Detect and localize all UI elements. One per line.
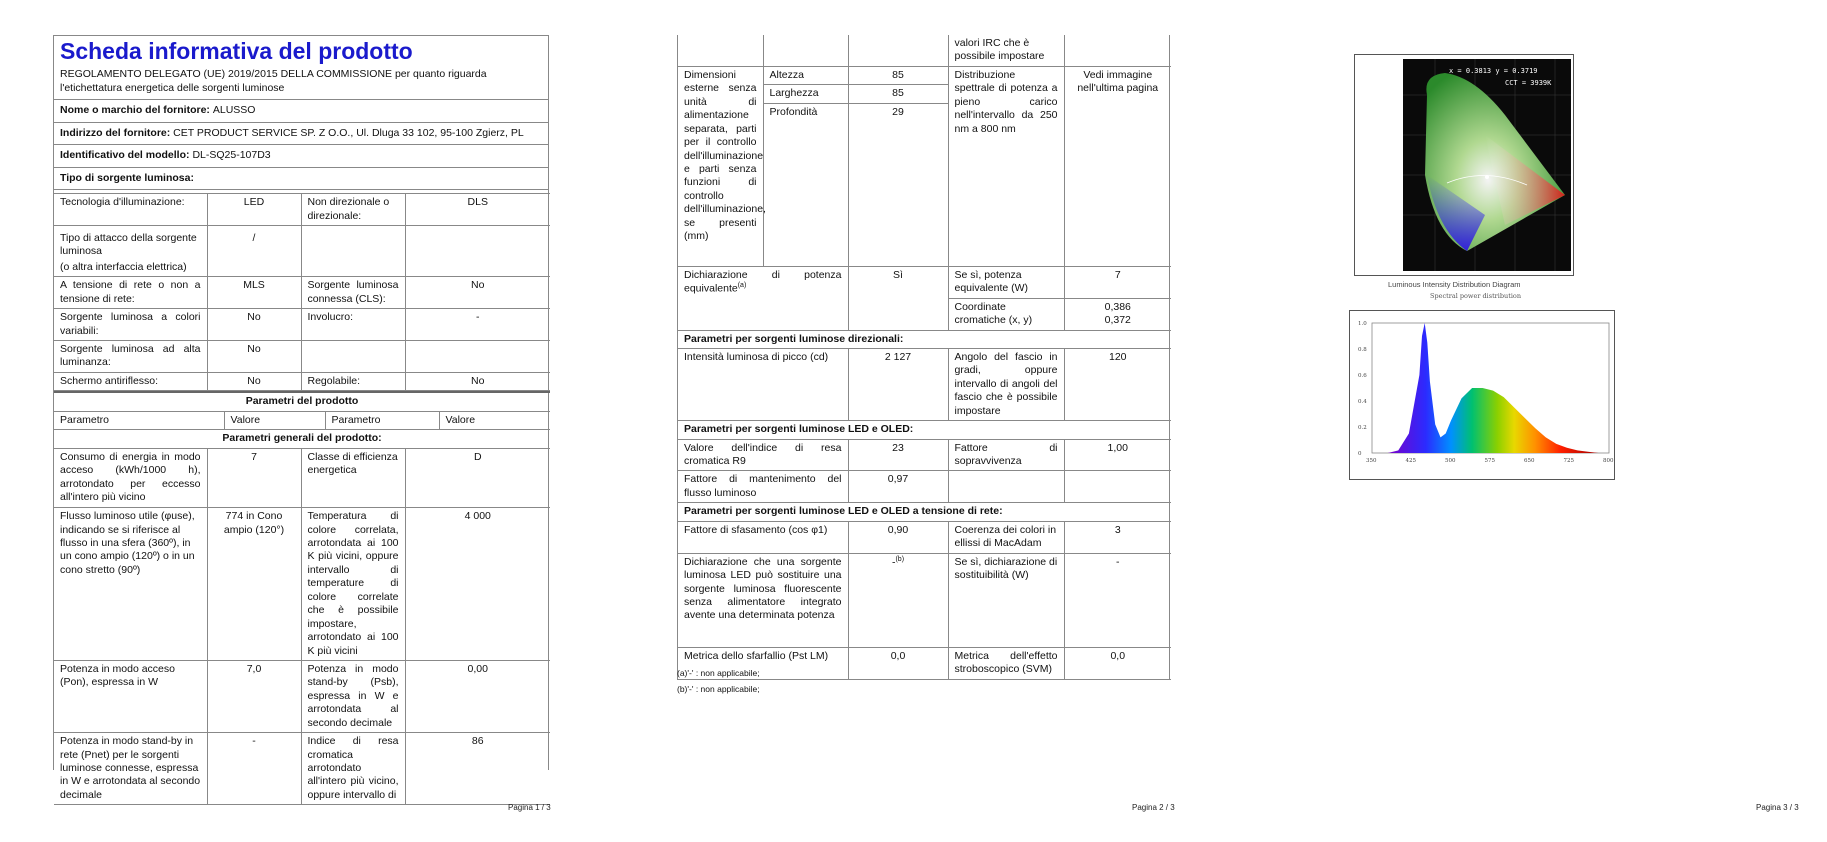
spd-y-tick: 0.4 (1358, 399, 1367, 405)
table-row (678, 439, 1171, 471)
peak-value: 2 127 (848, 348, 948, 420)
spd-label: Distribuzione spettrale di potenza a pieno carico nell'intervallo da 250 nm a 800 nm (948, 66, 1064, 266)
table-row (678, 266, 1171, 298)
spd-x-tick: 425 (1405, 458, 1416, 464)
class-label: Classe di efficienza energetica (301, 449, 405, 508)
height-value: 85 (848, 66, 948, 84)
supplier-address: CET PRODUCT SERVICE SP. Z O.O., Ul. Dluga 33 102, 95-100 Zgierz, PL (173, 126, 524, 139)
envelope-label: Involucro: (301, 309, 405, 341)
empty-cell (763, 35, 848, 66)
table-row (54, 372, 550, 390)
cie-diagram (1355, 55, 1573, 275)
table-row (54, 309, 550, 341)
supplier-address-label: Indirizzo del fornitore: (60, 126, 171, 139)
pnet-value: - (207, 733, 301, 805)
depth-label: Profondità (763, 103, 848, 266)
table-row (54, 194, 550, 226)
table-row (54, 508, 550, 661)
header-row (54, 411, 550, 429)
cls-value: No (405, 277, 550, 309)
maintenance-label: Fattore di mantenimento del flusso luminoso (678, 471, 848, 503)
pon-label: Potenza in modo acceso (Pon), espressa in W (54, 660, 207, 732)
page-number: Pagina 1 / 3 (508, 803, 551, 812)
cri-label: Indice di resa cromatica arrotondato all'intero più vicino, oppure intervallo di (301, 733, 405, 805)
glare-label: Schermo antiriflesso: (54, 372, 207, 390)
equiv-label-cell (678, 266, 848, 330)
dims-label: Dimensioni esterne senza unità di alimentazione separata, parti per il controllo dell'illuminazione e parti senza funzioni di controllo dell'illuminazione, se presenti (mm) (678, 66, 763, 266)
chroma-values (1064, 298, 1171, 330)
col-param-2: Parametro (325, 411, 439, 429)
width-value: 85 (848, 85, 948, 103)
spd-x-tick: 350 (1366, 458, 1377, 464)
peak-label: Intensità luminosa di picco (cd) (678, 348, 848, 420)
beam-value: 120 (1064, 348, 1171, 420)
macadam-value: 3 (1064, 521, 1171, 553)
table-row (678, 66, 1171, 84)
cct-label: Temperatura di colore correlata, arrotondata ai 100 K più vicini, oppure intervallo di temperature di colore correlate che è possibile impostare, arrotondato ai 100 K più vicini (301, 508, 405, 661)
nondir-value: DLS (405, 194, 550, 226)
cie-readout-cct: CCT = 3939K (1505, 79, 1552, 87)
product-sheet-page-1 (53, 35, 549, 801)
beam-label: Angolo del fascio in gradi, oppure intervallo di angoli del fascio che è possibile impostare (948, 348, 1064, 420)
cls-label: Sorgente luminosa connessa (CLS): (301, 277, 405, 309)
energy-value: 7 (207, 449, 301, 508)
table-row (54, 341, 550, 373)
section-row (54, 392, 550, 411)
page-number: Pagina 3 / 3 (1756, 803, 1799, 812)
cie-chromaticity-image (1354, 54, 1574, 276)
cct-value: 4 000 (405, 508, 550, 661)
equiv-footnote-mark: (a) (737, 282, 747, 290)
empty-cell (301, 341, 405, 373)
class-value: D (405, 449, 550, 508)
table-row (678, 35, 1171, 66)
dir-title: Parametri per sorgenti luminose direzionali: (678, 330, 1171, 348)
flux-value: 774 in Cono ampio (120°) (207, 508, 301, 661)
section-row (678, 421, 1171, 439)
table-row (678, 521, 1171, 553)
cie-readout-xy: x = 0.3813 y = 0.3719 (1449, 67, 1538, 75)
pst-label: Metrica dello sfarfallio (Pst LM) (678, 647, 848, 679)
r9-value: 23 (848, 439, 948, 471)
nondir-label: Non direzionale o direzionale: (301, 194, 405, 226)
table-row (678, 348, 1171, 420)
survival-label: Fattore di sopravvivenza (948, 439, 1064, 471)
survival-value: 1,00 (1064, 439, 1171, 471)
pst-value: 0,0 (848, 647, 948, 679)
empty-cell (1064, 471, 1171, 503)
table-row (54, 225, 550, 276)
page-3 (1218, 0, 1827, 842)
source-type-label: Tipo di sorgente luminosa: (60, 171, 194, 184)
tech-label: Tecnologia d'illuminazione: (54, 194, 207, 226)
empty-cell (405, 341, 550, 373)
width-label: Larghezza (763, 85, 848, 103)
supplier-name: ALUSSO (212, 104, 256, 117)
supplier-name-label: Nome o marchio del fornitore: (60, 104, 210, 117)
svm-label: Metrica dell'effetto stroboscopico (SVM) (948, 647, 1064, 679)
chromaticity-point (1485, 175, 1489, 179)
empty-cell (948, 471, 1064, 503)
spd-value: Vedi immagine nell'ultima pagina (1064, 66, 1171, 266)
chroma-x: 0,386 (1104, 300, 1131, 313)
spd-x-tick: 800 (1603, 458, 1614, 464)
color-label: Sorgente luminosa a colori variabili: (54, 309, 207, 341)
height-label: Altezza (763, 66, 848, 84)
source-type-row (54, 168, 548, 190)
empty-cell (1064, 35, 1171, 66)
spd-x-tick: 500 (1445, 458, 1456, 464)
psb-value: 0,00 (405, 660, 550, 732)
page-2 (609, 0, 1218, 842)
svm-value: 0,0 (1064, 647, 1171, 679)
replacement-w-value: - (1064, 553, 1171, 647)
pnet-label: Potenza in modo stand-by in rete (Pnet) per le sorgenti luminose connesse, espressa in W e arrotondata al secondo decimale (54, 733, 207, 805)
general-params-table (54, 449, 550, 806)
energy-label: Consumo di energia in modo acceso (kWh/1000 h), arrotondato per eccesso all'intero più vicino (54, 449, 207, 508)
empty-cell (405, 225, 550, 276)
spd-area (1388, 323, 1599, 453)
high-luminance-value: No (207, 341, 301, 373)
source-type-table (54, 193, 550, 391)
model-row (54, 145, 548, 167)
spd-y-tick: 0.8 (1358, 347, 1367, 353)
pf-label: Fattore di sfasamento (cos φ1) (678, 521, 848, 553)
tech-value: LED (207, 194, 301, 226)
cap-label-note: (o altra interfaccia elettrica) (60, 260, 187, 273)
spd-chart (1350, 311, 1614, 479)
spd-x-tick: 650 (1524, 458, 1535, 464)
empty-cell (301, 225, 405, 276)
spd-x-tick: 575 (1484, 458, 1495, 464)
cri-value: 86 (405, 733, 550, 805)
maintenance-value: 0,97 (848, 471, 948, 503)
chroma-label: Coordinate cromatiche (x, y) (948, 298, 1064, 330)
col-param: Parametro (54, 411, 224, 429)
footnote-b: (b)'-' : non applicabile; (677, 684, 760, 694)
params-table (54, 391, 550, 448)
glare-value: No (207, 372, 301, 390)
flux-label: Flusso luminoso utile (φuse), indicando se si riferisce al flusso in una sfera (360º), in un cono ampio (120º) o in un cono stretto (90º) (54, 508, 207, 661)
spd-y-tick: 0.2 (1358, 425, 1367, 431)
col-value: Valore (224, 411, 325, 429)
section-row (54, 430, 550, 448)
model-id: DL-SQ25-107D3 (192, 149, 271, 162)
cap-value: / (207, 225, 301, 276)
spd-x-tick: 725 (1563, 458, 1574, 464)
psb-label: Potenza in modo stand-by (Psb), espressa in W e arrotondata al secondo decimale (301, 660, 405, 732)
cri-cont-label: valori IRC che è possibile impostare (948, 35, 1064, 66)
mains-value: MLS (207, 277, 301, 309)
table-row (54, 733, 550, 805)
table-row (678, 471, 1171, 503)
equiv-w-label: Se sì, potenza equivalente (W) (948, 266, 1064, 298)
page-1 (0, 0, 609, 842)
pf-value: 0,90 (848, 521, 948, 553)
equiv-label: Dichiarazione di potenza equivalente (684, 268, 842, 295)
depth-value: 29 (848, 103, 948, 266)
supplier-name-row (54, 100, 548, 122)
equiv-w-value: 7 (1064, 266, 1171, 298)
color-value: No (207, 309, 301, 341)
params-title: Parametri del prodotto (54, 392, 550, 411)
table-row (54, 449, 550, 508)
led-title: Parametri per sorgenti luminose LED e OLED: (678, 421, 1171, 439)
macadam-label: Coerenza dei colori in ellissi di MacAdam (948, 521, 1064, 553)
mains-title: Parametri per sorgenti luminose LED e OLED a tensione di rete: (678, 503, 1171, 521)
spd-marks (1358, 321, 1614, 464)
page-number: Pagina 2 / 3 (1132, 803, 1175, 812)
regulation-text: REGOLAMENTO DELEGATO (UE) 2019/2015 DELLA COMMISSIONE per quanto riguarda l'etichettatura energetica delle sorgenti luminose (54, 66, 548, 100)
general-title: Parametri generali del prodotto: (54, 430, 550, 448)
cie-caption: Luminous Intensity Distribution Diagram (1388, 280, 1521, 289)
high-luminance-label: Sorgente luminosa ad alta luminanza: (54, 341, 207, 373)
equiv-value: Sì (848, 266, 948, 330)
table-row (678, 553, 1171, 647)
cap-label-cell (54, 225, 207, 276)
col-value-2: Valore (439, 411, 550, 429)
empty-cell (848, 35, 948, 66)
product-sheet-page-2 (677, 35, 1170, 680)
spd-y-tick: 1.0 (1358, 321, 1367, 327)
page2-table (678, 35, 1171, 680)
spd-y-tick: 0.6 (1358, 373, 1367, 379)
spd-y-tick: 0 (1358, 451, 1362, 457)
table-row (54, 660, 550, 732)
replacement-footnote-mark: (b) (895, 555, 905, 563)
sheet-title: Scheda informativa del prodotto (60, 38, 413, 64)
chroma-y: 0,372 (1104, 314, 1131, 327)
section-row (678, 330, 1171, 348)
cap-label: Tipo di attacco della sorgente luminosa (60, 231, 197, 258)
model-label: Identificativo del modello: (60, 149, 190, 162)
r9-label: Valore dell'indice di resa cromatica R9 (678, 439, 848, 471)
supplier-address-row (54, 123, 548, 145)
replacement-label: Dichiarazione che una sorgente luminosa LED può sostituire una sorgente luminosa fluorescente senza alimentatore integrato avente una determinata potenza (678, 553, 848, 647)
envelope-value: - (405, 309, 550, 341)
dimmable-value: No (405, 372, 550, 390)
table-row (54, 277, 550, 309)
empty-cell (678, 35, 763, 66)
pon-value: 7,0 (207, 660, 301, 732)
footnote-a: (a)'-' : non applicabile; (677, 668, 760, 678)
dimmable-label: Regolabile: (301, 372, 405, 390)
section-row (678, 503, 1171, 521)
replacement-value-cell (848, 553, 948, 647)
mains-label: A tensione di rete o non a tensione di rete: (54, 277, 207, 309)
replacement-value: - (891, 556, 896, 569)
replacement-w-label: Se sì, dichiarazione di sostituibilità (W) (948, 553, 1064, 647)
spd-caption: Spectral power distribution (1430, 292, 1522, 300)
spd-chart-image (1349, 310, 1615, 480)
